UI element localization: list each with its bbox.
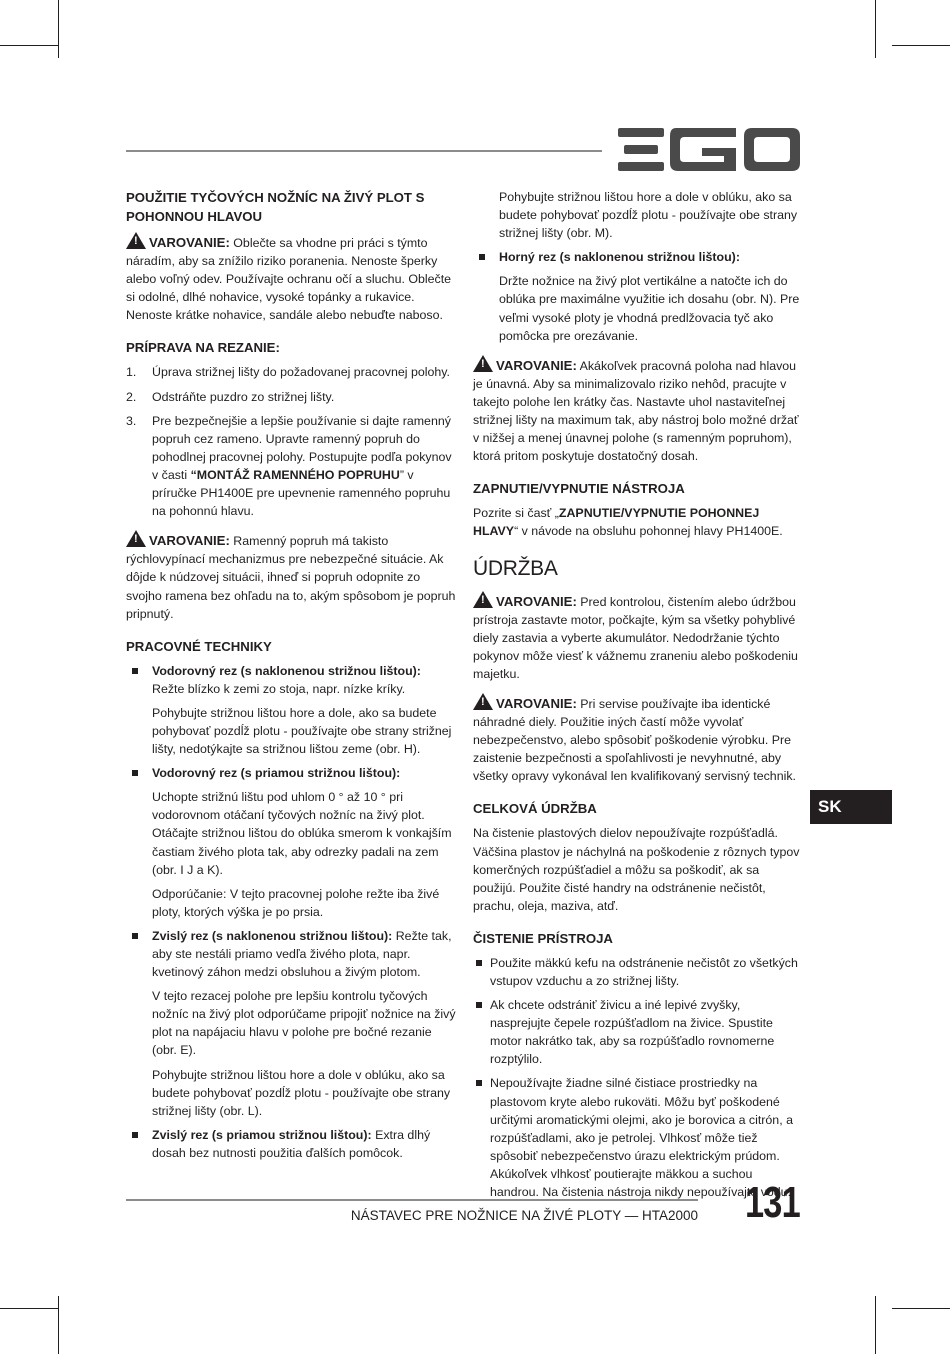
- crop-mark: [58, 0, 59, 58]
- bullet-subtext: Pohybujte strižnou lištou hore a dole v oblúku, ako sa budete pohybovať pozdĺž plotu - používajte obe strany strižnej lišty (obr. M).: [499, 190, 798, 241]
- list-item: 3. Pre bezpečnejšie a lepšie používanie si dajte ramenný popruh cez rameno. Upravte ramenný popruh do pohodlnej pracovnej polohy. Postupujte podľa pokynov v časti “MONTÁŽ RAMENNÉHO POPRUHU” v príručke PH1400E pre upevnenie ramenného popruhu na pohonnú hlavu.: [126, 413, 452, 519]
- chapter-title: ÚDRŽBA: [473, 556, 558, 580]
- warning-icon: [126, 530, 146, 547]
- bullet-item: Zvislý rez (s naklonenou strižnou lištou): Režte tak, aby ste nestáli priamo vedľa živého plota, napr. kvetinový záhon medzi obsluhou a živým plotom.: [126, 927, 456, 981]
- right-column: [473, 188, 803, 1207]
- page-number: 131: [745, 1178, 800, 1227]
- bullet-item: Nepoužívajte žiadne silné čistiace prostriedky na plastovom kryte alebo rukoväti. Môžu byť poškodené určitými aromatickými olejmi, ako je borovica a citrón, a rozpúšťadlami, ako je petrolej. Vlhkosť môže tiež spôsobiť nebezpečenstvo úrazu elektrickým prúdom. Akúkoľvek vlhkosť poutierajte mäkkou a suchou handrou. Na čistenia nástroja nikdy nepoužívajte vodu.: [473, 1074, 803, 1201]
- footer-title: NÁSTAVEC PRE NOŽNICE NA ŽIVÉ PLOTY — HTA2000: [350, 1208, 698, 1223]
- crop-mark: [0, 1308, 58, 1309]
- bullet-subtext: Pohybujte strižnou lištou hore a dole, ako sa budete pohybovať pozdĺž plotu - používajte obe strany strižnej lišty, nedotýkajte sa strižnou lištou zeme (obr. H).: [152, 705, 452, 757]
- bullet-item: Zvislý rez (s priamou strižnou lištou): Extra dlhý dosah bez nutnosti použitia ďalších pomôcok.: [126, 1126, 456, 1162]
- bullet-item: Vodorovný rez (s naklonenou strižnou lištou): Režte blízko k zemi zo stoja, napr. nízke kríky.: [126, 662, 456, 698]
- warning-block: !VAROVANIE: Ramenný popruh má takisto rýchlovypínací mechanizmus pre nebezpečné situácie. Ak dôjde k núdzovej situácii, ihneď si popruh odopnite zo svojho ramena bez ohľadu na to, akým spôsobom je popruh pripnutý.: [126, 530, 456, 622]
- list-item: 1. Úprava strižnej lišty do požadovanej pracovnej polohy.: [126, 365, 450, 380]
- bullet-item: Ak chcete odstrániť živicu a iné lepivé zvyšky, nasprejujte čepele rozpúšťadlom na živice. Spustite motor nakrátko tak, aby sa rozpúšťadlo rovnomerne rozptýlilo.: [473, 996, 803, 1068]
- crop-mark: [892, 1308, 950, 1309]
- section-title: ČISTENIE PRÍSTROJA: [473, 930, 613, 946]
- warning-block: !VAROVANIE: Pri servise používajte iba identické náhradné diely. Použitie iných častí môže vyvolať nebezpečenstvo, alebo spôsobiť poškodenie výrobku. Pre zaistenie bezpečnosti a spoľahlivosti je nevyhnutné, aby všetky opravy vykonával len kvalifikovaný servisný technik.: [473, 693, 803, 785]
- section-title: PRÍPRAVA NA REZANIE:: [126, 340, 280, 356]
- bullet-subtext: Odporúčanie: V tejto pracovnej polohe režte iba živé ploty, ktorých výška je po prsia.: [152, 886, 440, 919]
- bullet-item: Použite mäkkú kefu na odstránenie nečistôt zo všetkých vstupov vzduchu a zo strižnej lišty.: [473, 954, 803, 990]
- crop-mark: [0, 45, 58, 46]
- section-title: CELKOVÁ ÚDRŽBA: [473, 801, 597, 817]
- bullet-item: Vodorovný rez (s priamou strižnou lištou):: [126, 764, 456, 782]
- section-title: ZAPNUTIE/VYPNUTIE NÁSTROJA: [473, 481, 685, 497]
- bullet-subtext: Uchopte strižnú lištu pod uhlom 0 ° až 10 ° pri vodorovnom otáčaní tyčových nožníc na živý plot. Otáčajte strižnou lištou do oblúka smerom k vonkajším častiam živého plota tak, aby odrezky padali na zem (obr. I J a K).: [152, 790, 452, 877]
- bullet-subtext: Držte nožnice na živý plot vertikálne a natočte ich do oblúka pre maximálne využitie ich dosahu (obr. N). Pre veľmi vysoké ploty je vhodná predlžovacia tyč ako pomôcka pre orezávanie.: [499, 274, 800, 343]
- crop-mark: [875, 0, 876, 58]
- header-rule: [126, 150, 602, 152]
- warning-block: !VAROVANIE: Akákoľvek pracovná poloha nad hlavou je únavná. Aby sa minimalizovalo riziko nehôd, pracujte v takejto polohe len krátky čas. Nastavte uhol nastaviteľnej strižnej lišty na maximum tak, aby nástroj bolo možné držať v nižšej a menej únavnej polohe (s ramenným popruhom), ktorá pritom poskytuje dostatočný dosah.: [473, 355, 803, 466]
- ego-logo: [618, 128, 800, 172]
- warning-block: !VAROVANIE: Oblečte sa vhodne pri práci s týmto náradím, aby sa znížilo riziko poranenia. Nenoste šperky alebo voľný odev. Používajte ochranu očí a sluchu. Oblečte si odolné, dlhé nohavice, vysoké topánky a rukavice. Nenoste krátke nohavice, sandále alebo nebuďte naboso.: [126, 232, 456, 324]
- bullet-item: Horný rez (s naklonenou strižnou lištou):: [473, 248, 803, 266]
- bullet-subtext: V tejto rezacej polohe pre lepšiu kontrolu tyčových nožníc na živý plot odporúčame pripojiť nožnice na živý plot na napájaciu hlavu v polohe pre bočné rezanie (obr. E).: [152, 989, 456, 1058]
- crop-mark: [875, 1296, 876, 1354]
- language-tab: SK: [810, 790, 892, 824]
- footer-rule: [126, 1199, 698, 1201]
- left-column: [126, 188, 456, 1168]
- warning-icon: [126, 232, 146, 249]
- warning-icon: [473, 591, 493, 608]
- paragraph: Na čistenie plastových dielov nepoužívajte rozpúšťadlá. Väčšina plastov je náchylná na poškodenie z rôznych typov komerčných rozpúšťadiel a môžu sa poškodiť, ak sa použijú. Použite čisté handry na odstránenie nečistôt, prachu, oleja, maziva, atď.: [473, 826, 800, 913]
- warning-icon: [473, 355, 493, 372]
- warning-block: !VAROVANIE: Pred kontrolou, čistením alebo údržbou prístroja zastavte motor, počkajte, kým sa všetky pohyblivé diely zastavia a vyberte akumulátor. Nedodržanie týchto pokynov môže viesť k vážnemu zraneniu alebo poškodeniu majetku.: [473, 591, 803, 683]
- bullet-subtext: Pohybujte strižnou lištou hore a dole v oblúku, ako sa budete pohybovať pozdĺž plotu - používajte obe strany strižnej lišty (obr. L).: [152, 1067, 451, 1118]
- paragraph: Pozrite si časť „ZAPNUTIE/VYPNUTIE POHONNEJ HLAVY“ v návode na obsluhu pohonnej hlavy PH1400E.: [473, 506, 783, 539]
- list-item: 2. Odstráňte puzdro zo strižnej lišty.: [126, 389, 335, 404]
- crop-mark: [58, 1296, 59, 1354]
- section-title: POUŽITIE TYČOVÝCH NOŽNÍC NA ŽIVÝ PLOT S POHONNOU HLAVOU: [126, 190, 425, 224]
- section-title: PRACOVNÉ TECHNIKY: [126, 638, 272, 654]
- warning-icon: [473, 693, 493, 710]
- crop-mark: [892, 45, 950, 46]
